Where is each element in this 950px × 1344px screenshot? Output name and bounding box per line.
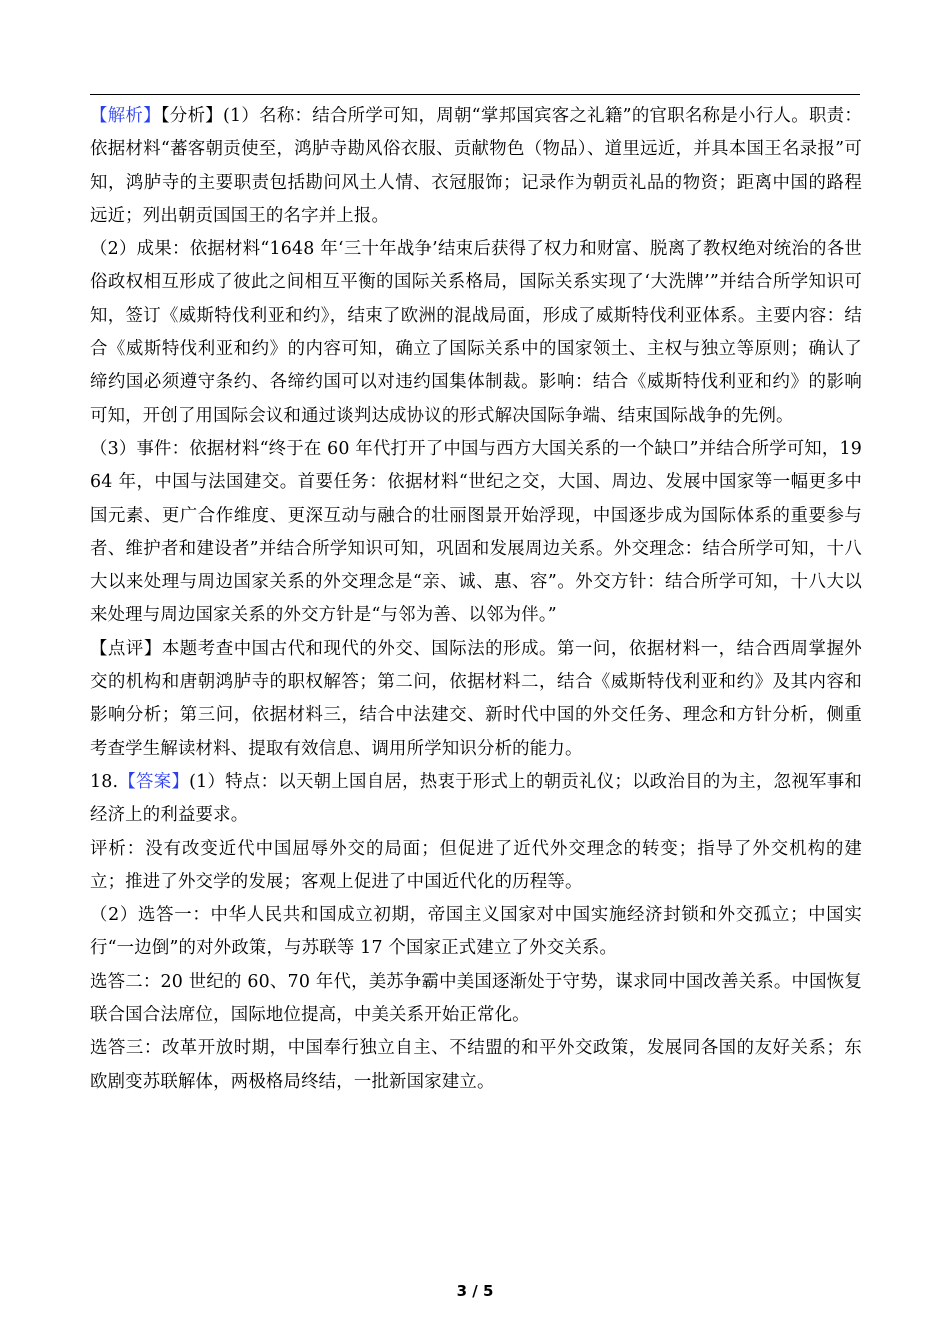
page-number: 3 / 5 <box>456 1282 494 1300</box>
answer-paragraph-5: 选答三：改革开放时期，中国奉行独立自主、不结盟的和平外交政策，发展同各国的友好关系；东欧剧变苏联解体，两极格局终结，一批新国家建立。 <box>90 1038 862 1092</box>
analysis-text-1: 【分析】(1）名称：结合所学可知，周朝“掌邦国宾客之礼籍”的官职名称是小行人。职责：依据材料“蕃客朝贡使至，鸿胪寺勘风俗衣服、贡献物色（物品）、道里远近，并具本国王名录报”可知，鸿胪寺的主要职责包括勘问风土人情、衣冠服饰；记录作为朝贡礼品的物资；距离中国的路程远近；列出朝贡国国王的名字并上报。 <box>90 106 862 226</box>
answer-paragraph-4: 选答二：20 世纪的 60、70 年代，美苏争霸中美国逐渐处于守势，谋求同中国改善关系。中国恢复联合国合法席位，国际地位提高，中美关系开始正常化。 <box>90 971 862 1026</box>
analysis-paragraph-1 <box>90 100 862 233</box>
answer-paragraph-3: （2）选答一：中华人民共和国成立初期，帝国主义国家对中国实施经济封锁和外交孤立；中国实行“一边倒”的对外政策，与苏联等 17 个国家正式建立了外交关系。 <box>90 905 862 959</box>
jiexi-tag: 【解析】 <box>90 106 161 126</box>
answer-paragraph-1 <box>90 766 862 833</box>
answer-text-1: (1）特点：以天朝上国自居，热衷于形式上的朝贡礼仪；以政治目的为主，忽视军事和经济上的利益要求。 <box>90 771 862 826</box>
header-rule <box>90 94 860 95</box>
comment-paragraph: 【点评】本题考查中国古代和现代的外交、国际法的形成。第一问，依据材料一，结合西周掌握外交的机构和唐朝鸿胪寺的职权解答；第二问，依据材料二，结合《威斯特伐利亚和约》及其内容和影响分析；第三问，依据材料三，结合中法建交、新时代中国的外交任务、理念和方针分析，侧重考查学生解读材料、提取有效信息、调用所学知识分析的能力。 <box>90 638 862 759</box>
question-number: 18. <box>90 771 119 792</box>
document-body <box>90 100 862 1099</box>
answer-tag: 【答案】 <box>118 771 190 792</box>
analysis-paragraph-2: （2）成果：依据材料“1648 年‘三十年战争’结束后获得了权力和财富、脱离了教权绝对统治的各世俗政权相互形成了彼此之间相互平衡的国际关系格局，国际关系实现了‘大洗牌’”并结合所学知识可知，签订《威斯特伐利亚和约》，结束了欧洲的混战局面，形成了威斯特伐利亚体系。主要内容：结合《威斯特伐利亚和约》的内容可知，确立了国际关系中的国家领土、主权与独立等原则；确认了缔约国必须遵守条约、各缔约国可以对违约国集体制裁。影响：结合《威斯特伐利亚和约》的影响可知，开创了用国际会议和通过谈判达成协议的形式解决国际争端、结束国际战争的先例。 <box>90 239 862 426</box>
answer-paragraph-2: 评析：没有改变近代中国屈辱外交的局面；但促进了近代外交理念的转变；指导了外交机构的建立；推进了外交学的发展；客观上促进了中国近代化的历程等。 <box>90 838 862 892</box>
analysis-paragraph-3: （3）事件：依据材料“终于在 60 年代打开了中国与西方大国关系的一个缺口”并结合所学可知，1964 年，中国与法国建交。首要任务：依据材料“世纪之交，大国、周边、发展中国家等一幅更多中国元素、更广合作维度、更深互动与融合的壮丽图景开始浮现，中国逐步成为国际体系的重要参与者、维护者和建设者”并结合所学知识可知，巩固和发展周边关系。外交理念：结合所学可知，十八大以来处理与周边国家关系的外交理念是“亲、诚、惠、容”。外交方针：结合所学可知，十八大以来处理与周边国家关系的外交方针是“与邻为善、以邻为伴。” <box>90 438 862 626</box>
